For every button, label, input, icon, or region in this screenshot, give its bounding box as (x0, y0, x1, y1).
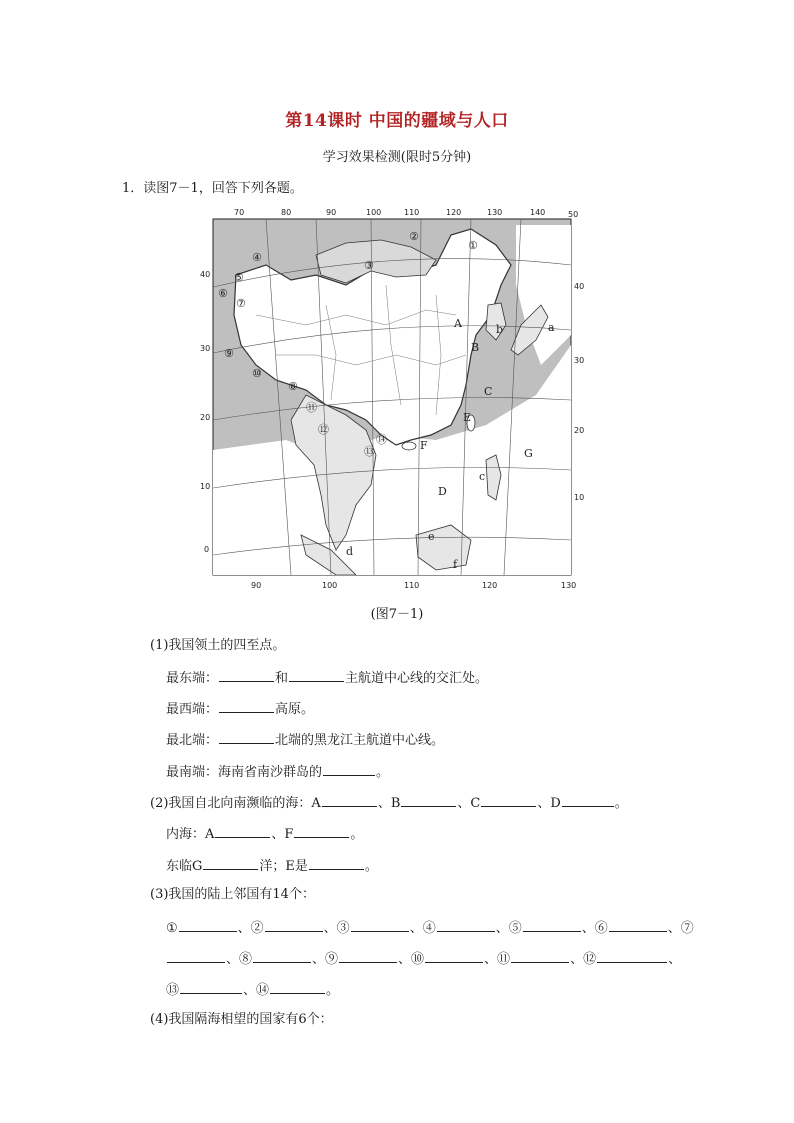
blank-neighbor-7[interactable] (167, 948, 225, 963)
part4-heading: (4)我国隔海相望的国家有6个： (150, 1012, 333, 1027)
blank-sea-a[interactable] (322, 792, 377, 807)
blank-neighbor-4[interactable] (437, 917, 495, 932)
part1-west: 最西端： 高原。 (166, 698, 314, 719)
page-title: 第14课时 中国的疆域与人口 (285, 111, 509, 131)
overseas-d: d (346, 545, 354, 558)
blank-east-2[interactable] (289, 667, 344, 682)
china-map (196, 205, 586, 593)
overseas-f: f (453, 558, 458, 571)
blank-neighbor-9[interactable] (339, 948, 397, 963)
lat-left-40: 40 (200, 270, 211, 279)
blank-neighbor-14[interactable] (270, 979, 325, 994)
lon-top-90: 90 (326, 208, 337, 217)
part3-row2: 、⑧ 、⑨ 、⑩ 、⑪ 、⑫ 、 (166, 948, 681, 969)
blank-sea-c[interactable] (481, 792, 536, 807)
neighbor-1: ① (468, 239, 478, 252)
page-subtitle: 学习效果检测(限时5分钟) (322, 150, 472, 165)
blank-neighbor-3[interactable] (351, 917, 409, 932)
lon-top-80: 80 (281, 208, 292, 217)
blank-ocean-g[interactable] (203, 855, 258, 870)
lat-right-20: 20 (574, 426, 585, 435)
lon-bottom-90: 90 (251, 581, 262, 590)
lat-right-10: 10 (574, 493, 585, 502)
neighbor-2: ② (409, 230, 419, 243)
lon-bottom-110: 110 (404, 581, 420, 590)
blank-neighbor-13[interactable] (180, 979, 242, 994)
blank-inner-f[interactable] (294, 823, 349, 838)
lon-top-120: 120 (446, 208, 462, 217)
blank-sea-b[interactable] (401, 792, 456, 807)
sea-label-F: F (420, 439, 428, 452)
part2-seas: (2)我国自北向南濒临的海：A 、B 、C 、D 。 (150, 792, 628, 813)
blank-neighbor-8[interactable] (253, 948, 311, 963)
figure-caption: (图7－1) (370, 607, 424, 622)
neighbor-4: ④ (252, 251, 262, 264)
question-stem: 1．读图7－1，回答下列各题。 (122, 181, 303, 196)
lat-left-20: 20 (200, 413, 211, 422)
part1-north: 最北端： 北端的黑龙江主航道中心线。 (166, 729, 444, 750)
neighbor-7: ⑦ (236, 297, 246, 310)
blank-neighbor-10[interactable] (425, 948, 483, 963)
neighbor-5: ⑤ (234, 271, 244, 284)
neighbor-9: ⑨ (224, 347, 234, 360)
lon-bottom-100: 100 (322, 581, 338, 590)
lat-left-0: 0 (204, 545, 210, 554)
blank-e[interactable] (309, 855, 364, 870)
overseas-b: b (496, 323, 504, 336)
blank-neighbor-5[interactable] (523, 917, 581, 932)
lon-top-50: 50 (568, 210, 579, 219)
lon-bottom-130: 130 (561, 581, 577, 590)
blank-west[interactable] (219, 698, 274, 713)
neighbor-3: ③ (364, 259, 374, 272)
lon-top-70: 70 (234, 208, 245, 217)
part3-heading: (3)我国的陆上邻国有14个： (150, 887, 315, 902)
neighbor-6: ⑥ (218, 287, 228, 300)
lat-right-40: 40 (574, 282, 585, 291)
blank-neighbor-12[interactable] (597, 948, 667, 963)
neighbor-14: ⑭ (376, 433, 387, 446)
part2-inner: 内海：A 、F 。 (166, 823, 363, 844)
lon-top-140: 140 (530, 208, 546, 217)
neighbor-13: ⑬ (364, 445, 375, 458)
overseas-e: e (428, 530, 435, 543)
neighbor-12: ⑫ (318, 423, 329, 436)
hainan (402, 442, 416, 450)
lon-bottom-120: 120 (482, 581, 498, 590)
lon-top-110: 110 (404, 208, 420, 217)
blank-neighbor-1[interactable] (179, 917, 237, 932)
part2-east: 东临G 洋；E是 。 (166, 855, 378, 876)
blank-sea-d[interactable] (562, 792, 614, 807)
blank-neighbor-2[interactable] (265, 917, 323, 932)
blank-south[interactable] (323, 761, 375, 776)
sea-label-D: D (438, 485, 447, 498)
sea-label-G: G (524, 447, 533, 460)
sea-label-C: C (484, 385, 493, 398)
part1-east: 最东端： 和 主航道中心线的交汇处。 (166, 667, 488, 688)
part3-row3: ⑬ 、⑭ 。 (166, 979, 339, 1000)
blank-north[interactable] (219, 729, 274, 744)
overseas-a: a (548, 321, 555, 334)
part3-row1: ① 、② 、③ 、④ 、⑤ 、⑥ 、⑦ (166, 917, 694, 938)
lon-top-100: 100 (366, 208, 382, 217)
blank-neighbor-11[interactable] (511, 948, 569, 963)
neighbor-11: ⑪ (306, 401, 317, 414)
part1-heading: (1)我国领土的四至点。 (150, 638, 286, 653)
neighbor-10: ⑩ (252, 367, 262, 380)
sea-label-E: E (463, 411, 472, 424)
blank-east-1[interactable] (219, 667, 274, 682)
lat-right-30: 30 (574, 356, 585, 365)
lat-left-30: 30 (200, 344, 211, 353)
sea-label-B: B (471, 341, 480, 354)
neighbor-8: ⑧ (288, 380, 298, 393)
lon-top-130: 130 (487, 208, 503, 217)
blank-inner-a[interactable] (215, 823, 270, 838)
lat-left-10: 10 (200, 482, 211, 491)
blank-neighbor-6[interactable] (609, 917, 667, 932)
overseas-c: c (479, 470, 486, 483)
sea-label-A: A (454, 317, 462, 330)
part1-south: 最南端：海南省南沙群岛的 。 (166, 761, 389, 782)
